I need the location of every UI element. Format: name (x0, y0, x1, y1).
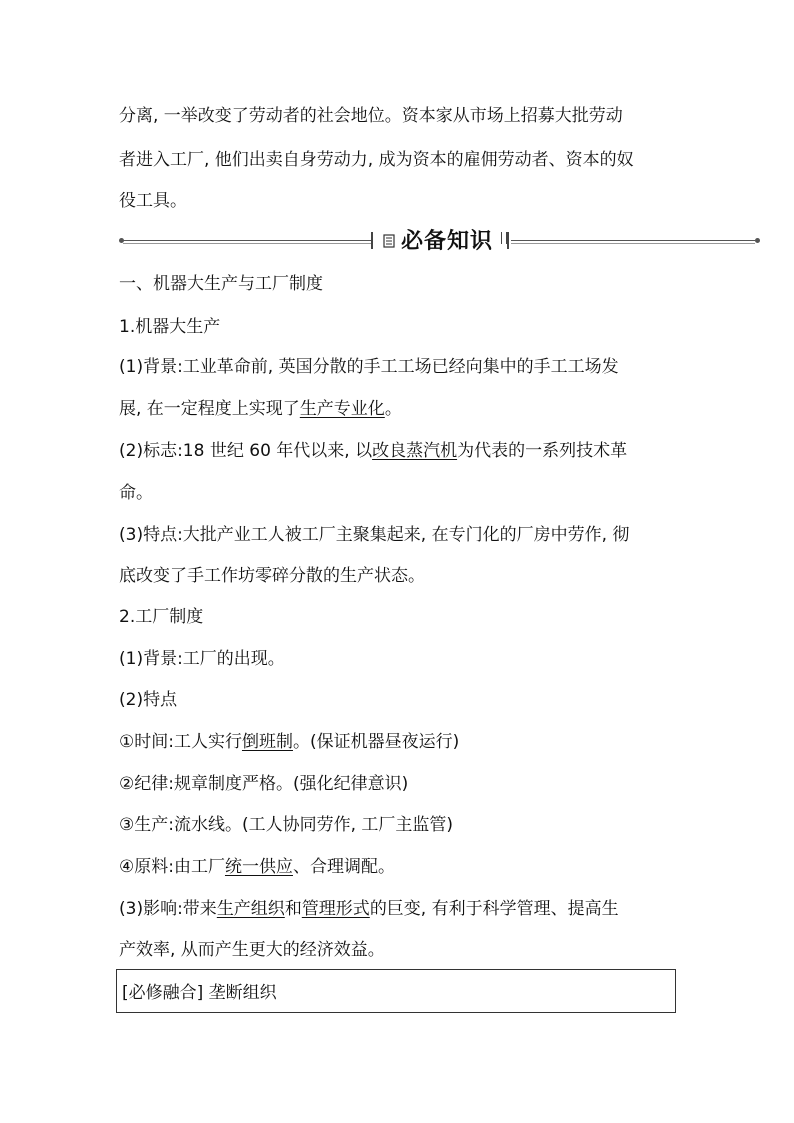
section-title: 必备知识 (401, 228, 494, 254)
c3-line: ③生产:流水线。(工人协同劳作, 工厂主监管) (119, 815, 454, 835)
text-span: 为代表的一系列技术革 (457, 441, 628, 461)
q1-line: (1)背景:工厂的出现。 (119, 649, 285, 669)
divider-dot-right (755, 238, 760, 243)
underlined-term: 生产专业化 (299, 399, 385, 419)
p3-line-1: (3)特点:大批产业工人被工厂主聚集起来, 在专门化的厂房中劳作, 彻 (119, 525, 630, 545)
divider-rule-left-thin (123, 243, 371, 244)
text-span: ④原料:由工厂 (119, 857, 225, 877)
section-title-wrap (377, 228, 507, 254)
underlined-term: 统一供应 (224, 857, 293, 877)
text-span: 。(保证机器昼夜运行) (292, 732, 460, 752)
c1-line (119, 731, 679, 753)
divider-bar-right (507, 232, 509, 249)
underlined-term: 倒班制 (241, 732, 293, 752)
intro-line-1: 分离, 一举改变了劳动者的社会地位。资本家从市场上招募大批劳动 (119, 106, 623, 126)
underlined-term: 改良蒸汽机 (372, 441, 458, 461)
q3-line-1 (119, 898, 679, 920)
c4-line (119, 856, 679, 878)
subheading-2: 2.工厂制度 (119, 607, 204, 627)
divider-rule-right (511, 240, 755, 241)
p3-line-2: 底改变了手工作坊零碎分散的生产状态。 (119, 566, 425, 586)
text-span: (2)标志:18 世纪 60 年代以来, 以 (119, 441, 373, 461)
divider-rule-right-thin (511, 243, 755, 244)
text-span: 、合理调配。 (292, 857, 395, 877)
divider-bar-left (371, 232, 373, 249)
underlined-term: 管理形式 (301, 899, 370, 919)
heading-1: 一、机器大生产与工厂制度 (119, 274, 323, 294)
book-icon (383, 234, 395, 248)
p2-line-1 (119, 440, 679, 462)
intro-line-3: 役工具。 (119, 191, 187, 211)
subheading-1: 1.机器大生产 (119, 317, 221, 337)
text-span: 。 (384, 399, 402, 419)
text-span: 的巨变, 有利于科学管理、提高生 (369, 899, 619, 919)
integration-box-label: [必修融合] 垄断组织 (122, 983, 277, 1003)
text-span: ①时间:工人实行 (119, 732, 242, 752)
text-span: (3)影响:带来 (119, 899, 217, 919)
divider-rule-left (123, 240, 371, 241)
q3-line-2: 产效率, 从而产生更大的经济效益。 (119, 940, 385, 960)
text-span: 展, 在一定程度上实现了 (119, 399, 300, 419)
text-span: 和 (284, 899, 302, 919)
q2-line: (2)特点 (119, 690, 178, 710)
section-divider (119, 228, 761, 254)
p1-line-1: (1)背景:工业革命前, 英国分散的手工工场已经向集中的手工工场发 (119, 357, 619, 377)
p2-line-2: 命。 (119, 483, 153, 503)
integration-box (116, 969, 676, 1013)
underlined-term: 生产组织 (216, 899, 285, 919)
p1-line-2 (119, 398, 679, 420)
c2-line: ②纪律:规章制度严格。(强化纪律意识) (119, 774, 409, 794)
intro-line-2: 者进入工厂, 他们出卖自身劳动力, 成为资本的雇佣劳动者、资本的奴 (119, 150, 634, 170)
